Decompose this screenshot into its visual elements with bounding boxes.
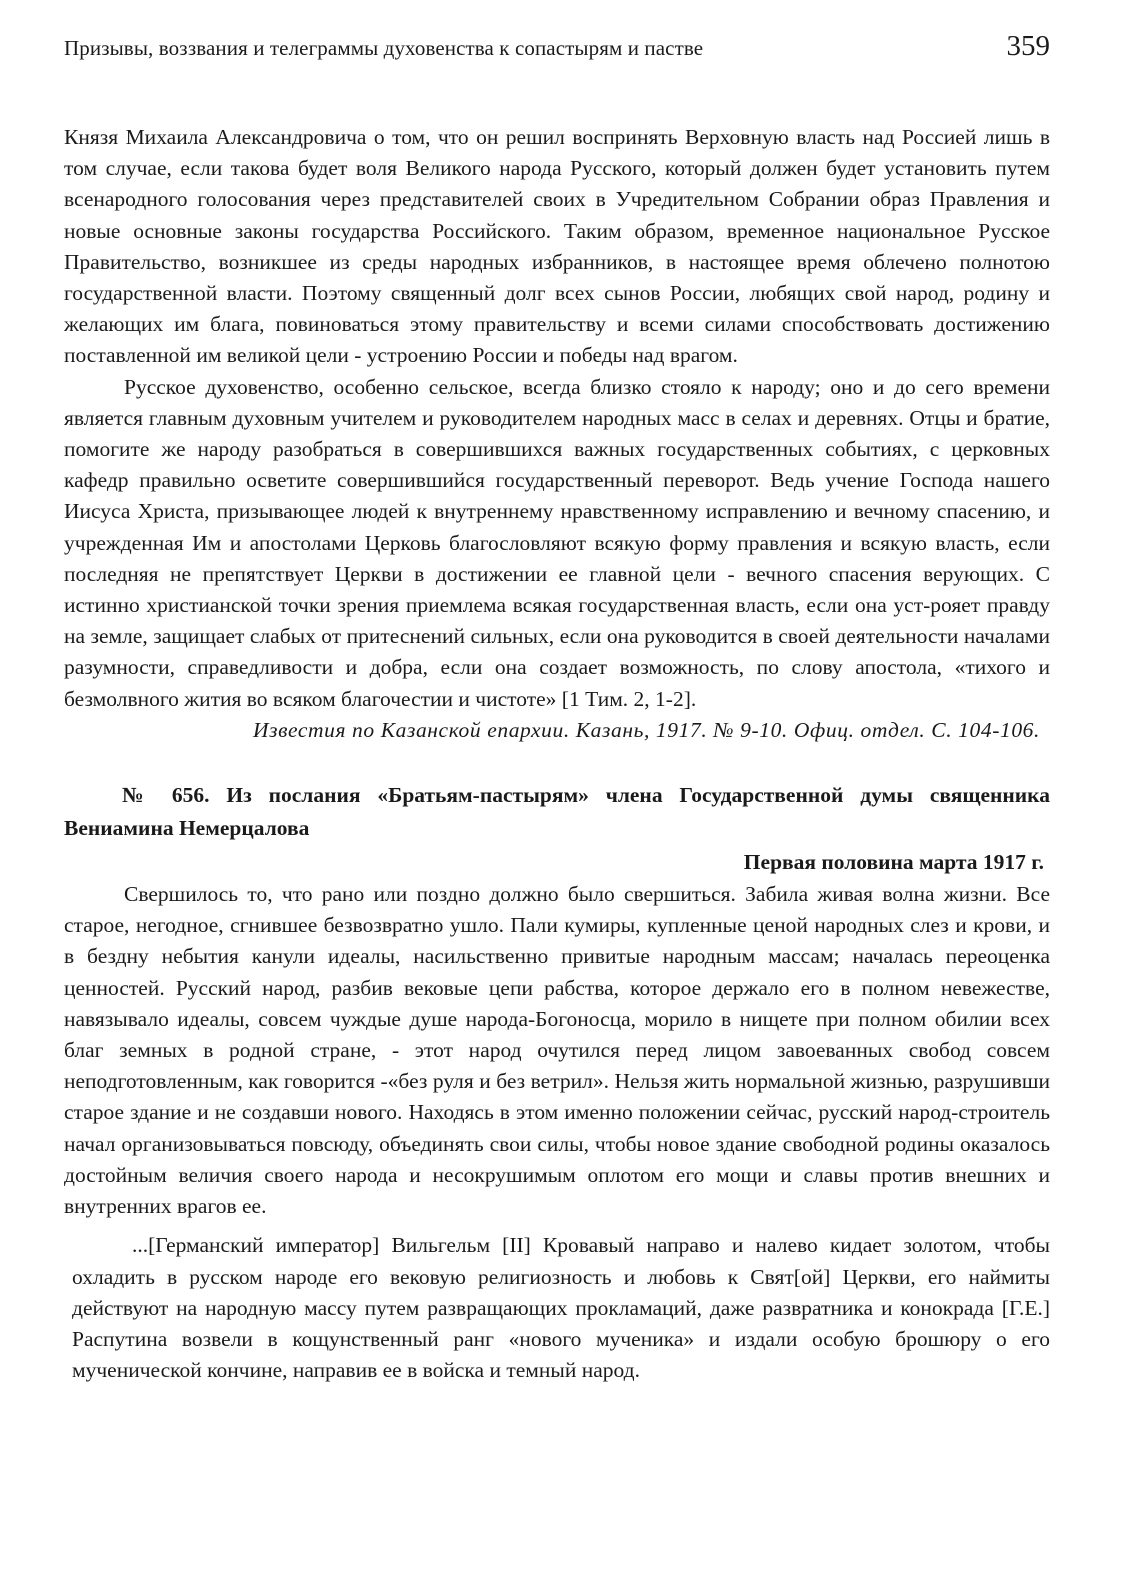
paragraph-epistle: Свершилось то, что рано или поздно должно было свершиться. Забила живая волна жизни. Все старое, негодное, сгнившее безвозвратно ушло. Пали кумиры, купленные ценой народных слез и крови, и в бездну небытия канули идеалы, насильственно привитые народным массам; началась переоценка ценностей. Русский народ, разбив вековые цепи рабства, которое держало его в полном невежестве, навязывало идеалы, совсем чуждые душе народа-Богоносца, морило в нищете при полном обилии всех благ земных в родной стране, - этот народ очутился перед лицом завоеванных свобод совсем неподготовленным, как говорится -«без руля и без ветрил». Нельзя жить нормальной жизнью, разрушивши старое здание и не создавши нового. Находясь в этом именно положении сейчас, русский народ-строитель начал организовываться повсюду, объединять свои силы, чтобы новое здание свободной родины оказалось достойным величия своего народа и несокрушимым оплотом его мощи и славы против внешних и внутренних врагов ее.: [64, 882, 1050, 1219]
paragraph-continuation: Князя Михаила Александровича о том, что он решил воспринять Верховную власть над Россией лишь в том случае, если такова будет воля Великого народа Русского, который должен будет установить путем всенародного голосования через представителей своих в Учредительном Собрании образ Правления и новые основные законы государства Российского. Таким образом, временное национальное Русское Правительство, возникшее из среды народных избранников, в настоящее время облечено полнотою государственной власти. Поэтому священный долг всех сынов России, любящих свой народ, родину и желающих им блага, повиноваться этому правительству и всеми силами способствовать достижению поставленной им великой цели - устроению России и победы над врагом.: [64, 125, 1050, 368]
document-date: Первая половина марта 1917 г.: [743, 850, 1044, 875]
body-text: [64, 122, 1050, 1386]
running-title: Призывы, воззвания и телеграммы духовенства к сопастырям и пастве: [64, 36, 704, 60]
running-header: [64, 30, 1050, 78]
paragraph-excerpt: ...[Германский император] Вильгельм [II] Кровавый направо и налево кидает золотом, чтобы охладить в русском народе его вековую религиозность и любовь к Свят[ой] Церкви, его наймиты действуют на народную массу путем развращающих прокламаций, даже развратника и конокрада [Г.Е.] Распутина возвели в кощунственный ранг «нового мученика» и издали особую брошюру о его мученической кончине, направив ее в войска и темный народ.: [72, 1233, 1050, 1383]
paragraph-clergy: Русское духовенство, особенно сельское, всегда близко стояло к народу; оно и до сего времени является главным духовным учителем и руководителем народных масс в селах и деревнях. Отцы и братие, помогите же народу разобраться в совершившихся важных государственных событиях, с церковных кафедр правильно осветите совершившийся государственный переворот. Ведь учение Господа нашего Иисуса Христа, призывающее людей к внутреннему нравственному исправлению и вечному спасению, и учрежденная Им и апостолами Церковь благословляют всякую форму правления и всякую власть, если последняя не препятствует Церкви в достижении ее главной цели - вечного спасения верующих. С истинно христианской точки зрения приемлема всякая государственная власть, если она уст-рояет правду на земле, защищает слабых от притеснений сильных, если она руководится в своей деятельности началами разумности, справедливости и добра, если она создает возможность, по слову апостола, «тихого и безмолвного жития во всяком благочестии и чистоте» [1 Тим. 2, 1-2].: [64, 374, 1050, 711]
document-page: [64, 30, 1050, 1386]
document-heading: № 656. Из послания «Братьям-пастырям» члена Государственной думы священника Вениамина Немерцалова: [64, 783, 1050, 841]
page-number: 359: [1006, 30, 1050, 62]
source-citation: Известия по Казанской епархии. Казань, 1917. № 9-10. Офиц. отдел. С. 104-106.: [252, 717, 1040, 742]
